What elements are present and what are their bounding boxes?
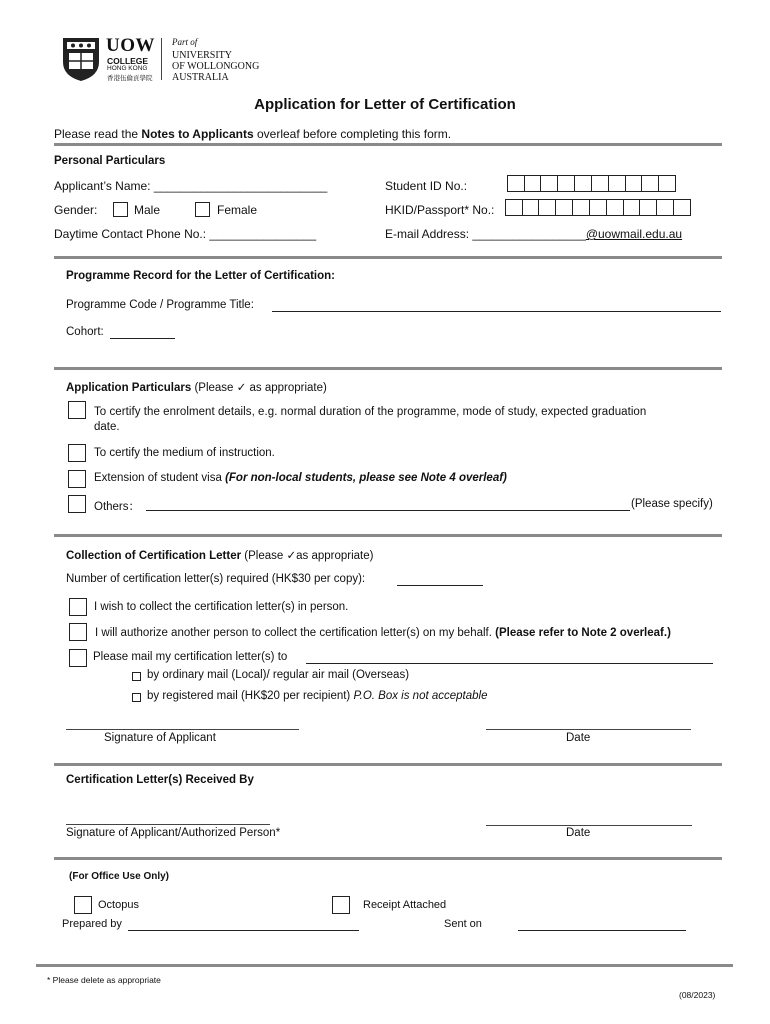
received-signature-label: Signature of Applicant/Authorized Person* [66, 827, 281, 839]
logo-uow-text: UOW [106, 35, 155, 56]
others-suffix: (Please specify) [631, 498, 713, 510]
application-note-pre: (Please [191, 382, 237, 394]
application-note-post: as appropriate) [246, 382, 327, 394]
divider [36, 964, 733, 967]
others-label: Others： [94, 501, 141, 513]
ordinary-mail-checkbox[interactable] [132, 672, 141, 681]
collection-heading [66, 548, 373, 562]
application-heading-text: Application Particulars [66, 382, 192, 394]
application-heading [66, 380, 327, 394]
cohort-label: Cohort: [66, 326, 104, 338]
personal-heading: Personal Particulars [54, 155, 166, 167]
collection-note-pre: (Please [241, 550, 287, 562]
medium-checkbox[interactable] [68, 444, 86, 462]
form-title: Application for Letter of Certification [254, 96, 516, 113]
applicant-signature-line[interactable] [66, 729, 299, 730]
cohort-input[interactable] [110, 338, 175, 339]
authorize-note: (Please refer to Note 2 overleaf.) [495, 627, 671, 639]
copies-input[interactable] [397, 585, 483, 586]
female-label: Female [217, 203, 258, 217]
programme-code-input[interactable] [272, 311, 721, 312]
mail-address-input[interactable] [306, 663, 713, 664]
applicant-date-label: Date [566, 732, 591, 744]
shield-crest-icon [61, 36, 101, 82]
visa-note: (For non-local students, please see Note 4 overleaf) [225, 472, 507, 484]
applicant-signature-label: Signature of Applicant [104, 732, 216, 744]
collection-note-post: as appropriate) [296, 550, 374, 562]
collection-heading-text: Collection of Certification Letter [66, 550, 242, 562]
in-person-checkbox[interactable] [69, 598, 87, 616]
logo-hk-text: HONG KONG [107, 65, 148, 72]
registered-mail-text: by registered mail (HK$20 per recipient) [147, 690, 354, 702]
copies-label: Number of certification letter(s) required (HK$30 per copy): [66, 573, 366, 585]
others-checkbox[interactable] [68, 495, 86, 513]
received-signature-line[interactable] [66, 824, 270, 825]
prepared-by-input[interactable] [128, 930, 359, 931]
form-version: (08/2023) [679, 990, 716, 1000]
divider [54, 534, 722, 537]
programme-code-label: Programme Code / Programme Title: [66, 299, 254, 311]
logo-university-line1: UNIVERSITY [172, 50, 232, 61]
receipt-checkbox[interactable] [332, 896, 350, 914]
gender-label: Gender: [54, 203, 98, 217]
visa-label-text: Extension of student visa [94, 472, 226, 484]
received-date-line[interactable] [486, 825, 692, 826]
divider [54, 857, 722, 860]
logo-chinese-text: 香港伍倫貢學院 [107, 75, 153, 82]
applicant-name-field[interactable]: Applicant’s Name: __________________________ [54, 179, 328, 193]
student-id-boxes[interactable] [508, 175, 676, 192]
divider [54, 763, 722, 766]
divider [54, 143, 722, 146]
footer-note: * Please delete as appropriate [47, 975, 161, 985]
logo-university-line2: OF WOLLONGONG [172, 61, 260, 72]
registered-mail-checkbox[interactable] [132, 693, 141, 702]
enrolment-label-line2: date. [94, 421, 120, 433]
logo-college-text: COLLEGE [107, 56, 149, 66]
logo-part-of: Part of [172, 37, 198, 47]
programme-heading: Programme Record for the Letter of Certification: [66, 270, 336, 282]
office-heading: (For Office Use Only) [69, 871, 170, 882]
prepared-by-label: Prepared by [62, 918, 122, 930]
tick-icon: ✓ [236, 380, 247, 394]
octopus-checkbox[interactable] [74, 896, 92, 914]
receipt-label: Receipt Attached [363, 899, 447, 911]
hkid-label: HKID/Passport* No.: [385, 203, 495, 217]
logo-divider [161, 38, 162, 80]
registered-mail-note: P.O. Box is not acceptable [353, 690, 488, 702]
intro-text-pre: Please read the [54, 127, 142, 141]
logo-university-line3: AUSTRALIA [172, 72, 229, 83]
intro-text-post: overleaf before completing this form. [253, 127, 452, 141]
sent-on-label: Sent on [444, 918, 482, 930]
enrolment-checkbox[interactable] [68, 401, 86, 419]
divider [54, 367, 722, 370]
email-domain: @uowmail.edu.au [585, 227, 683, 241]
female-checkbox[interactable] [195, 202, 210, 217]
male-checkbox[interactable] [113, 202, 128, 217]
student-id-label: Student ID No.: [385, 179, 468, 193]
medium-label: To certify the medium of instruction. [94, 447, 275, 459]
authorize-label-text: I will authorize another person to collect the certification letter(s) on my behalf. [95, 627, 496, 639]
ordinary-mail-label: by ordinary mail (Local)/ regular air mail (Overseas) [147, 669, 410, 681]
authorize-label [95, 627, 671, 639]
received-date-label: Date [566, 827, 591, 839]
applicant-date-line[interactable] [486, 729, 691, 730]
mail-label: Please mail my certification letter(s) to [93, 651, 288, 663]
visa-checkbox[interactable] [68, 470, 86, 488]
octopus-label: Octopus [98, 899, 139, 911]
hkid-boxes[interactable] [506, 199, 691, 216]
phone-field[interactable]: Daytime Contact Phone No.: ________________ [54, 227, 317, 241]
tick-icon: ✓ [286, 548, 297, 562]
registered-mail-label [147, 690, 488, 702]
divider [54, 256, 722, 259]
form-intro [54, 127, 451, 141]
email-field[interactable] [385, 227, 682, 241]
visa-label [94, 472, 507, 484]
others-input[interactable] [146, 510, 630, 511]
male-label: Male [134, 203, 161, 217]
sent-on-input[interactable] [518, 930, 686, 931]
authorize-checkbox[interactable] [69, 623, 87, 641]
enrolment-label-line1: To certify the enrolment details, e.g. normal duration of the programme, mode of study, expected graduation [94, 406, 647, 418]
received-heading: Certification Letter(s) Received By [66, 774, 254, 786]
email-label: E-mail Address: _________________ [385, 227, 586, 241]
intro-text-bold: Notes to Applicants [141, 127, 254, 141]
in-person-label: I wish to collect the certification letter(s) in person. [94, 601, 349, 613]
mail-checkbox[interactable] [69, 649, 87, 667]
